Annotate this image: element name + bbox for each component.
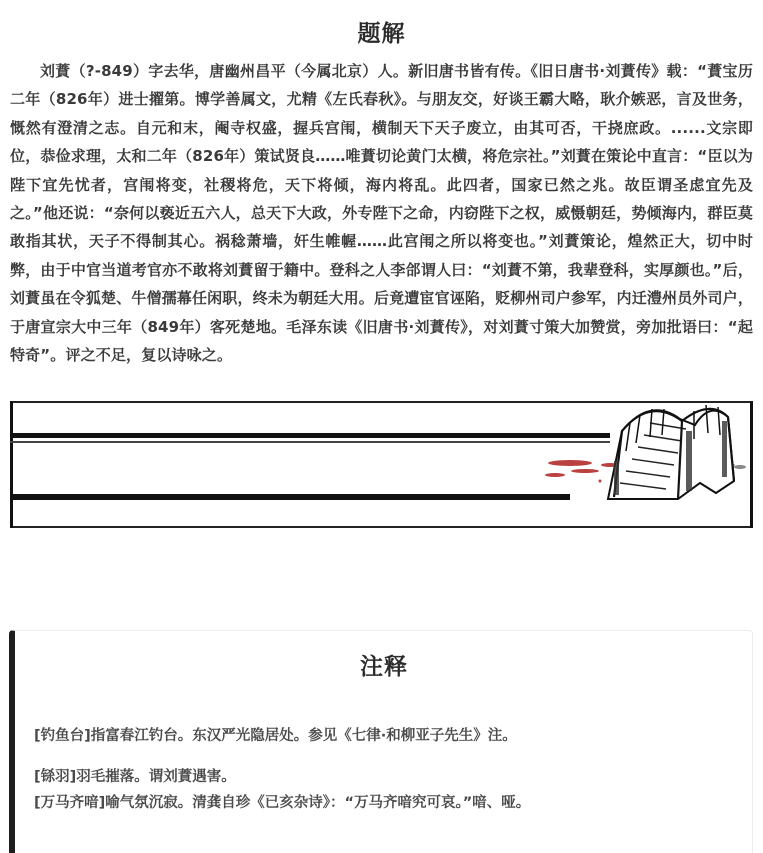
ink-bridge-illustration — [10, 401, 753, 528]
note-item: [万马齐喑]喻气氛沉寂。清龚自珍《已亥杂诗》：“万马齐喑究可哀。”喑、哑。 — [34, 795, 531, 811]
notes-title: 注释 — [360, 654, 408, 680]
note-item: [钓鱼台]指富春江钓台。东汉严光隐居处。参见《七律·和柳亚子先生》注。 — [34, 728, 517, 744]
bridge-icon — [10, 401, 753, 528]
note-item: [铩羽]羽毛摧落。谓刘蕡遇害。 — [34, 769, 236, 785]
tijie-title: 题解 — [357, 21, 406, 47]
tijie-paragraph: 刘蕡（?-849）字去华，唐幽州昌平（今属北京）人。新旧唐书皆有传。《旧日唐书·刘蕡传》载：“蕡宝历二年（826年）进士擢第。博学善属文，尤精《左氏春秋》。与朋友交，好谈王霸大略，耿介嫉恶，言及世务，慨然有澄清之志。自元和末，阉寺权盛，握兵宫闱，横制天下天子废立，由其可否，干挠庶政。......文宗即位，恭俭求理，太和二年（826年）策试贤良……唯蕡切论黄门太横，将危宗社。”刘蕡在策论中直言：“臣以为陛下宜先忧者，宫闱将变，社稷将危，天下将倾，海内将乱。此四者，国家已然之兆。故臣谓圣虑宜先及之。”他还说：“奈何以亵近五六人，总天下大政，外专陛下之命，内窃陛下之权，威慑朝廷，势倾海内，群臣莫敢指其状，天子不得制其心。祸稔萧墙，奸生帷幄……此宫闱之所以将变也。”刘蕡策论，煌然正大，切中时弊，由于中官当道考官亦不敢将刘蕡留于籍中。登科之人李郃谓人曰：“刘蕡不第，我辈登科，实厚颜也。”后，刘蕡虽在令狐楚、牛僧孺幕任闲职，终未为朝廷大用。后竟遭宦官诬陷，贬柳州司户参军，内迁澧州员外司户，于唐宣宗大中三年（849年）客死楚地。毛泽东读《旧唐书·刘蕡传》，对刘蕡寸策大加赞赏，旁加批语曰：“起特奇”。评之不足，复以诗咏之。 — [10, 62, 753, 365]
notes-box — [9, 630, 753, 853]
